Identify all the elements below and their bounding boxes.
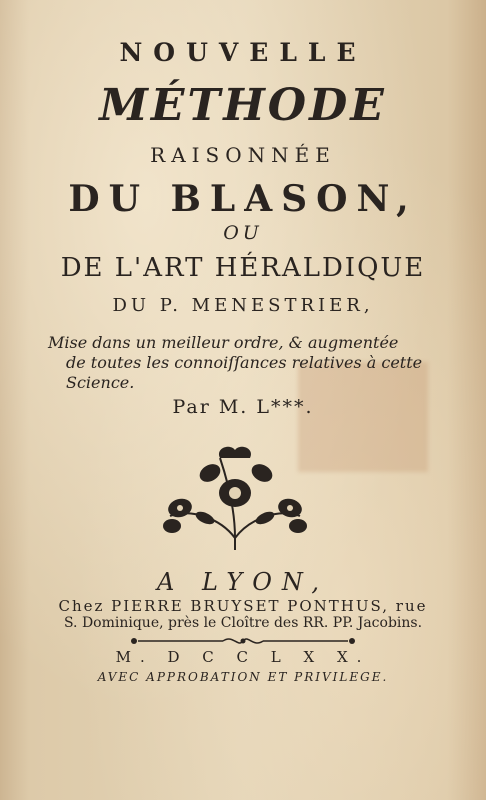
- floral-vignette-icon: [150, 438, 320, 553]
- ornamental-rule-icon: [128, 634, 358, 648]
- subtitle-line-3: Science.: [66, 373, 135, 392]
- printer-line-2: S. Dominique, près le Cloître des RR. PP. Jacobins.: [63, 615, 423, 631]
- author-line: Par M. L***.: [172, 396, 314, 418]
- subtitle-line-1: Mise dans un meilleur ordre, & augmentée: [48, 333, 399, 352]
- subtitle-line-2: de toutes les connoiſſances relatives à cette: [66, 353, 423, 372]
- title-line-ou: OU: [223, 222, 263, 244]
- privilege-line: AVEC APPROBATION ET PRIVILEGE.: [97, 670, 389, 684]
- place-line: A LYON,: [157, 568, 329, 596]
- title-line-art-heraldique: DE L'ART HÉRALDIQUE: [60, 253, 426, 283]
- title-line-raisonnee: RAISONNÉE: [150, 143, 336, 167]
- title-line-du-blason: DU BLASON,: [68, 178, 418, 220]
- printer-line-1: Chez PIERRE BRUYSET PONTHUS, rue: [58, 597, 428, 615]
- title-line-methode: MÉTHODE: [99, 80, 387, 131]
- year-line: M. D C C L X X.: [115, 648, 371, 666]
- title-line-nouvelle: NOUVELLE: [119, 38, 367, 67]
- title-line-menestrier: DU P. MENESTRIER,: [112, 295, 374, 316]
